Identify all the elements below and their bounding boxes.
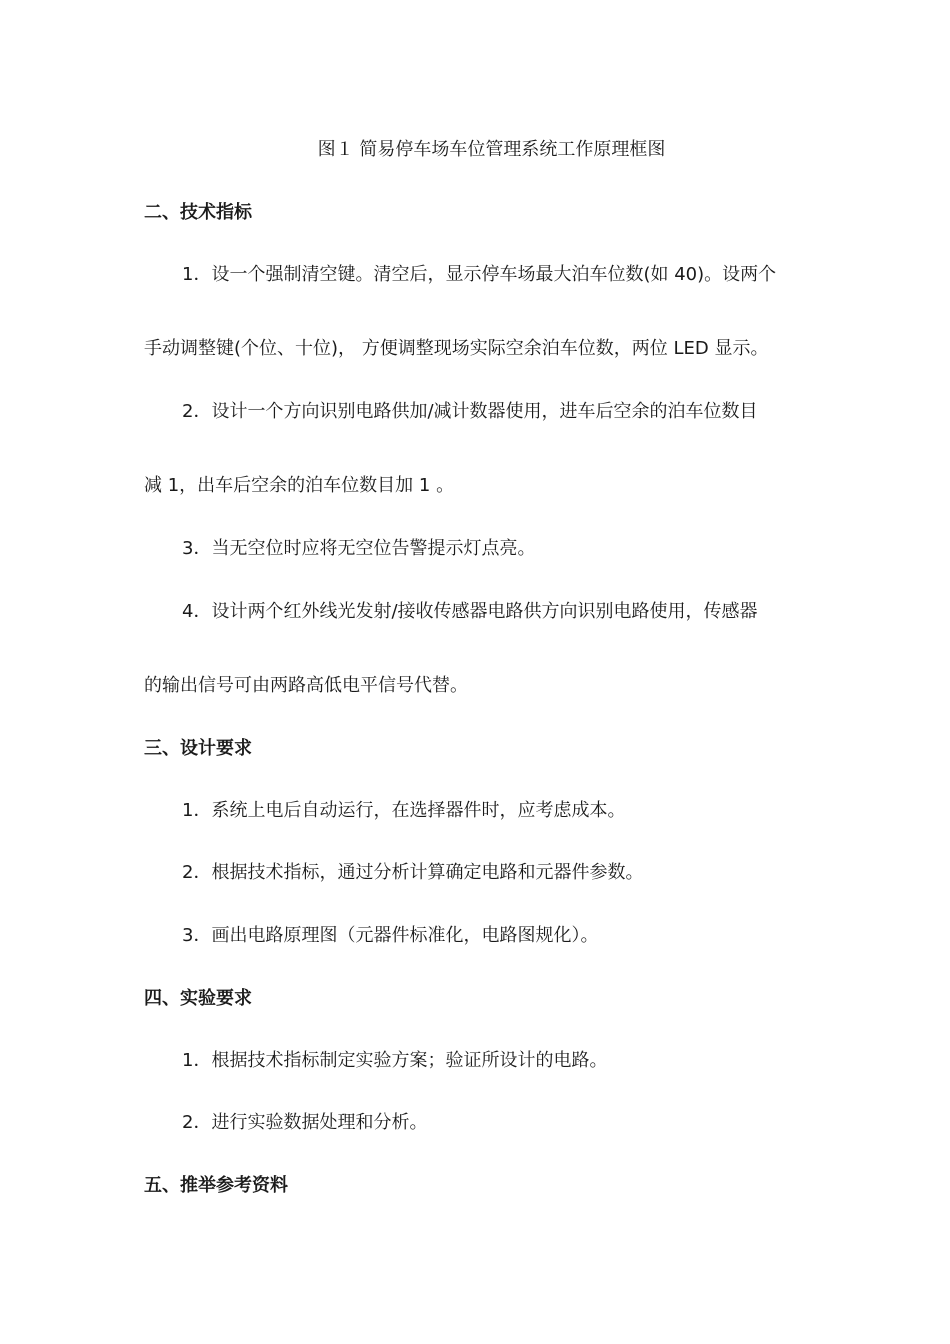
figure-caption: 图１ 简易停车场车位管理系统工作原理框图 <box>317 139 666 160</box>
spec-item-1-line-1: 1．设一个强制清空键。清空后，显示停车场最大泊车位数(如 40)。设两个 <box>182 264 777 285</box>
section-heading-design: 三、设计要求 <box>144 738 252 759</box>
spec-item-4-line-1: 4．设计两个红外线光发射/接收传感器电路供方向识别电路使用，传感器 <box>182 601 758 622</box>
design-item-3: 3．画出电路原理图（元器件标准化，电路图规化）。 <box>182 925 599 946</box>
section-heading-experiment: 四、实验要求 <box>144 988 252 1009</box>
spec-item-3: 3．当无空位时应将无空位告警提示灯点亮。 <box>182 538 536 559</box>
design-item-1: 1．系统上电后自动运行，在选择器件时，应考虑成本。 <box>182 800 626 821</box>
design-item-2: 2．根据技术指标，通过分析计算确定电路和元器件参数。 <box>182 862 644 883</box>
experiment-item-2: 2．进行实验数据处理和分析。 <box>182 1112 428 1133</box>
experiment-item-1: 1．根据技术指标制定实验方案；验证所设计的电路。 <box>182 1050 608 1071</box>
section-heading-references: 五、推举参考资料 <box>144 1175 288 1196</box>
spec-item-2-line-1: 2．设计一个方向识别电路供加/减计数器使用，进车后空余的泊车位数目 <box>182 401 758 422</box>
spec-item-4-line-2: 的输出信号可由两路高低电平信号代替。 <box>144 675 468 696</box>
spec-item-1-line-2: 手动调整键(个位、十位)， 方便调整现场实际空余泊车位数，两位 LED 显示。 <box>144 338 769 359</box>
spec-item-2-line-2: 减 1，出车后空余的泊车位数目加 1 。 <box>144 475 455 496</box>
section-heading-specs: 二、技术指标 <box>144 202 252 223</box>
